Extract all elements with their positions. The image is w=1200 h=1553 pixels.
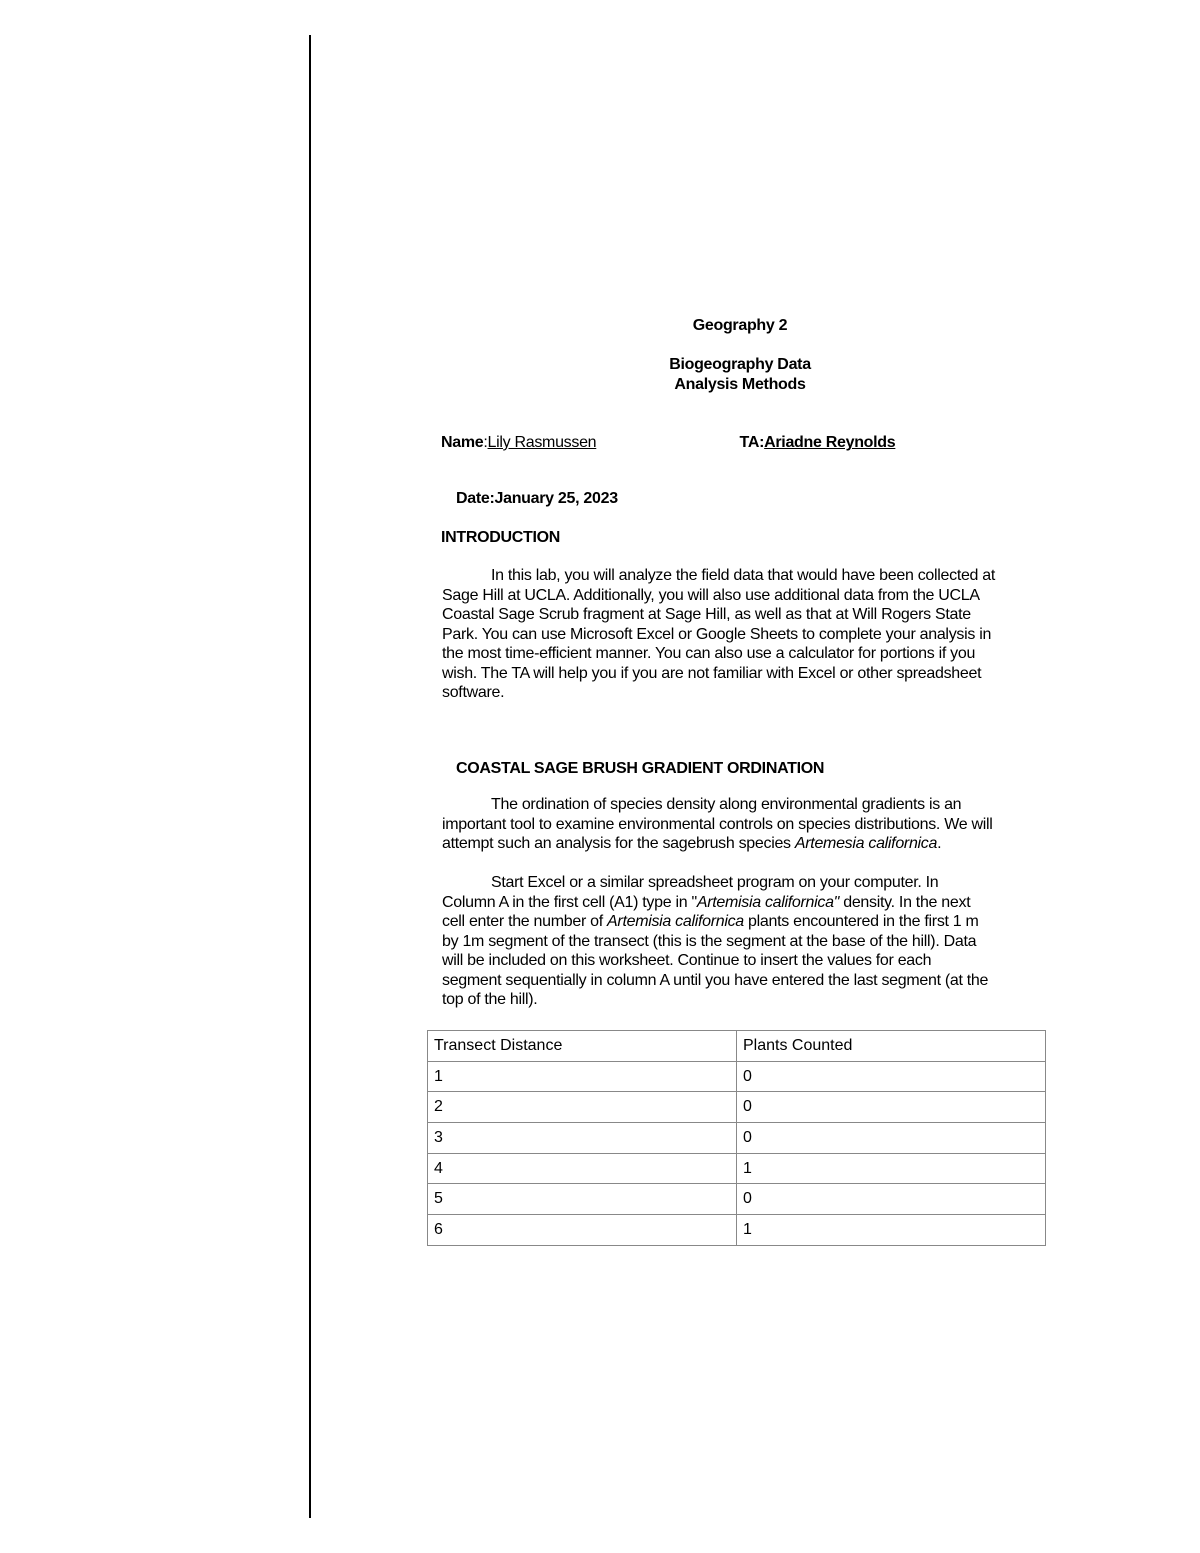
doc-title-2: Analysis Methods	[674, 376, 806, 393]
table-row	[428, 1061, 1046, 1092]
table-cell: 0	[737, 1184, 1046, 1215]
species-name: Artemisia californica	[607, 913, 744, 930]
ordination-paragraph-1	[442, 795, 1052, 854]
text-span: cell enter the number of	[442, 913, 608, 930]
text-line: Park. You can use Microsoft Excel or Google Sheets to complete your analysis in	[442, 625, 992, 643]
table-row	[428, 1153, 1046, 1184]
text-span: .	[937, 835, 942, 852]
text-line: Sage Hill at UCLA. Additionally, you will also use additional data from the UCLA	[442, 586, 980, 604]
text-line	[442, 893, 1052, 913]
text-line: The ordination of species density along environmental gradients is an	[491, 796, 962, 813]
name-ta-line: Name:Lily Rasmussen TA:Ariadne Reynolds	[441, 433, 1041, 453]
table-cell: 2	[428, 1092, 737, 1123]
table-cell: 0	[737, 1092, 1046, 1123]
table-cell: 1	[737, 1215, 1046, 1246]
ordination-paragraph-2	[442, 873, 1052, 1010]
doc-title-1: Biogeography Data	[669, 356, 811, 373]
ta-field[interactable]: Ariadne Reynolds	[764, 434, 896, 451]
ta-label: TA:	[739, 434, 765, 451]
species-name: Artemesia californica	[794, 835, 938, 852]
ordination-heading: COASTAL SAGE BRUSH GRADIENT ORDINATION	[456, 760, 825, 777]
text-line: segment sequentially in column A until you have entered the last segment (at the	[442, 971, 989, 989]
intro-paragraph	[442, 566, 1052, 703]
species-name: Artemisia californica"	[696, 893, 840, 911]
text-line: top of the hill).	[442, 991, 538, 1008]
table-row	[428, 1184, 1046, 1215]
course-title: Geography 2	[692, 317, 788, 334]
table-cell: 1	[428, 1061, 737, 1092]
header-cell: Plants Counted	[737, 1031, 1046, 1062]
text-span: Column A in the first cell (A1) type in "	[442, 893, 697, 911]
text-line	[442, 834, 1052, 854]
margin-rule	[309, 35, 311, 1518]
text-span: density. In the next	[839, 893, 971, 911]
text-line: will be included on this worksheet. Continue to insert the values for each	[442, 952, 932, 969]
text-line: by 1m segment of the transect (this is the segment at the base of the hill). Data	[442, 932, 977, 950]
table-cell: 0	[737, 1123, 1046, 1154]
table-cell: 0	[737, 1061, 1046, 1092]
table-cell: 5	[428, 1184, 737, 1215]
text-line: wish. The TA will help you if you are not familiar with Excel or other spreadsheet	[442, 664, 982, 682]
table-header-row	[428, 1031, 1046, 1062]
text-span: plants encountered in the first 1 m	[743, 913, 979, 930]
text-line: important tool to examine environmental controls on species distributions. We will	[442, 815, 993, 833]
text-line: software.	[442, 684, 505, 701]
intro-heading: INTRODUCTION	[441, 529, 561, 546]
header-cell: Transect Distance	[428, 1031, 737, 1062]
text-line: In this lab, you will analyze the field data that would have been collected at	[491, 567, 996, 584]
text-line	[442, 912, 1052, 932]
name-field[interactable]: Lily Rasmussen	[487, 434, 597, 451]
table-row	[428, 1123, 1046, 1154]
table-row	[428, 1092, 1046, 1123]
table-cell: 3	[428, 1123, 737, 1154]
text-line: Coastal Sage Scrub fragment at Sage Hill, as well as that at Will Rogers State	[442, 606, 971, 623]
table-cell: 6	[428, 1215, 737, 1246]
table-cell: 4	[428, 1153, 737, 1184]
text-span: attempt such an analysis for the sagebrush species	[442, 835, 795, 852]
table-row	[428, 1215, 1046, 1246]
text-line: Start Excel or a similar spreadsheet program on your computer. In	[491, 874, 939, 891]
transect-table	[427, 1030, 1046, 1246]
name-label: Name	[441, 434, 484, 451]
table-cell: 1	[737, 1153, 1046, 1184]
date-field: Date:January 25, 2023	[456, 490, 618, 507]
text-line: the most time-efficient manner. You can also use a calculator for portions if you	[442, 645, 976, 662]
